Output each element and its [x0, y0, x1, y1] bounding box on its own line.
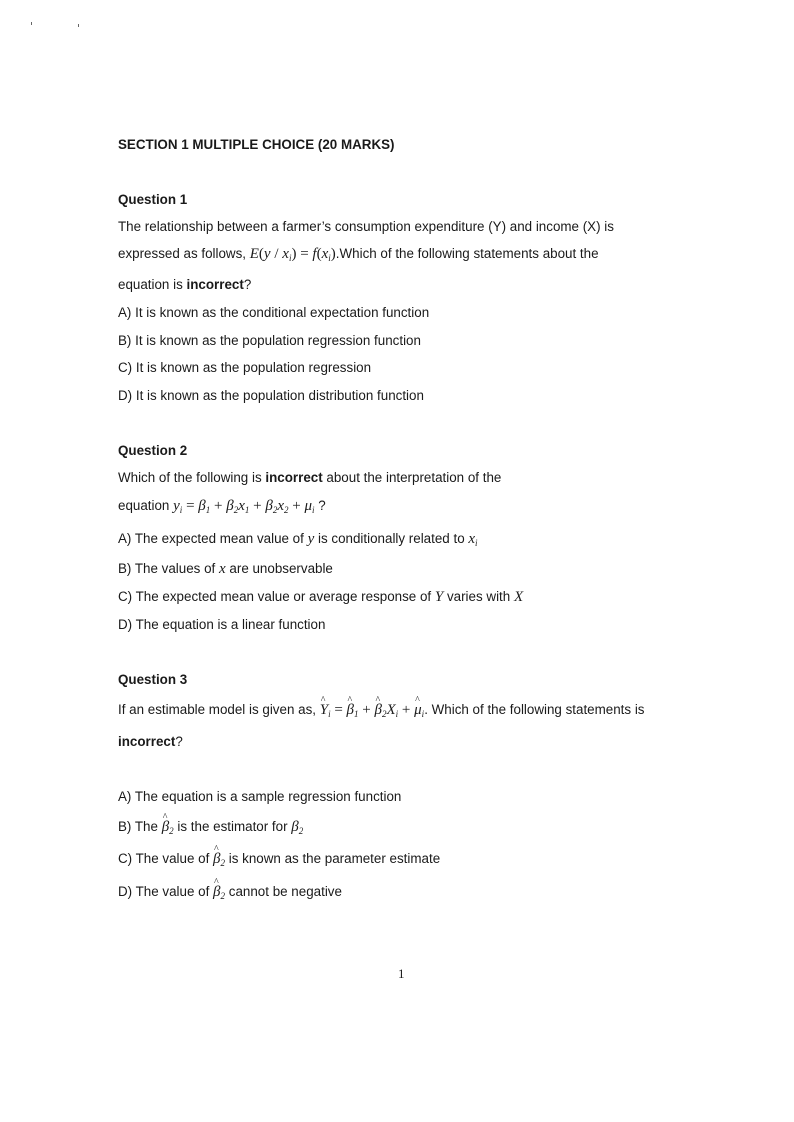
var-x-i: $x_i$ [468, 531, 478, 548]
option-text: is conditionally related to [318, 531, 465, 546]
emphasis-incorrect: incorrect [186, 277, 244, 292]
var-x: x [219, 561, 226, 577]
option-text: is known as the parameter estimate [228, 851, 441, 866]
section-title: SECTION 1 MULTIPLE CHOICE (20 MARKS) [118, 137, 395, 152]
emphasis-incorrect: incorrect [118, 734, 176, 749]
stem-text: .Which of the following statements about the [335, 246, 599, 261]
question-2-option-a [118, 530, 478, 552]
beta-2-hat: ^ $\beta_2$ [162, 819, 174, 835]
question-2-option-c [118, 588, 523, 606]
question-2-stem-line-1 [118, 469, 501, 487]
option-text: A) The expected mean value of [118, 531, 304, 546]
question-3-stem-line-2 [118, 733, 183, 751]
stem-text: equation [118, 498, 170, 513]
stem-text: expressed as follows, [118, 246, 247, 261]
var-y: y [307, 531, 315, 547]
option-text: are unobservable [229, 561, 333, 576]
question-1-option-b: B) It is known as the population regression function [118, 333, 421, 348]
question-1-option-d: D) It is known as the population distribution function [118, 388, 424, 403]
question-3-label: Question 3 [118, 672, 188, 687]
option-text: D) The value of [118, 884, 210, 899]
question-1-label: Question 1 [118, 192, 188, 207]
equation-linear-model: $y_i = \beta_1 + \beta_2x_1 + \beta_2x_2 + \mu_i$ [173, 498, 315, 515]
question-3-option-b [118, 818, 303, 840]
option-text: B) The values of [118, 561, 216, 576]
beta-2: $\beta_2$ [291, 819, 304, 836]
stem-text: ? [243, 277, 252, 292]
stem-text: If an estimable model is given as, [118, 702, 316, 717]
stem-text: Which of the following is [118, 470, 266, 485]
question-3-stem-line-1 [118, 701, 645, 723]
var-X: X [513, 589, 524, 605]
var-Y: Y [434, 589, 444, 605]
question-3-option-d [118, 883, 342, 905]
emphasis-incorrect: incorrect [265, 470, 323, 485]
option-text: cannot be negative [228, 884, 342, 899]
stem-text: equation is [118, 277, 187, 292]
question-1-option-a: A) It is known as the conditional expectation function [118, 305, 430, 320]
question-1-stem-line-2 [118, 245, 599, 267]
question-2-stem-line-2 [118, 497, 326, 519]
question-1-stem-line-1: The relationship between a farmer’s consumption expenditure (Y) and income (X) is [118, 219, 614, 234]
beta-2-hat: ^ $\beta_2$ [213, 851, 225, 867]
option-text: B) The [118, 819, 158, 834]
question-1-stem-line-3 [118, 276, 251, 294]
option-text: C) The value of [118, 851, 210, 866]
equation-conditional-expectation: $E(y / x_i) = f(x_i)$ [249, 246, 336, 263]
option-text: is the estimator for [177, 819, 288, 834]
question-2-label: Question 2 [118, 443, 188, 458]
option-text: varies with [446, 589, 511, 604]
stem-text: ? [318, 498, 326, 513]
stem-text: about the interpretation of the [322, 470, 502, 485]
equation-sample-regression: ^ $Y_i$ = ^ $\beta_1$ + ^ $\beta_2X_i$ + ^ $\mu_i$ [320, 702, 424, 718]
stem-text: ? [175, 734, 183, 749]
page-number: 1 [398, 966, 405, 981]
question-3-option-a: A) The equation is a sample regression function [118, 789, 402, 804]
question-1-option-c: C) It is known as the population regression [118, 360, 372, 375]
beta-2-hat: ^ $\beta_2$ [213, 884, 225, 900]
option-text: C) The expected mean value or average response of [118, 589, 432, 604]
question-3-option-c [118, 850, 440, 872]
stem-text: . Which of the following statements is [424, 702, 645, 717]
question-2-option-d: D) The equation is a linear function [118, 617, 326, 632]
question-2-option-b [118, 560, 333, 578]
scan-mark [31, 22, 32, 25]
scan-mark [78, 24, 79, 27]
